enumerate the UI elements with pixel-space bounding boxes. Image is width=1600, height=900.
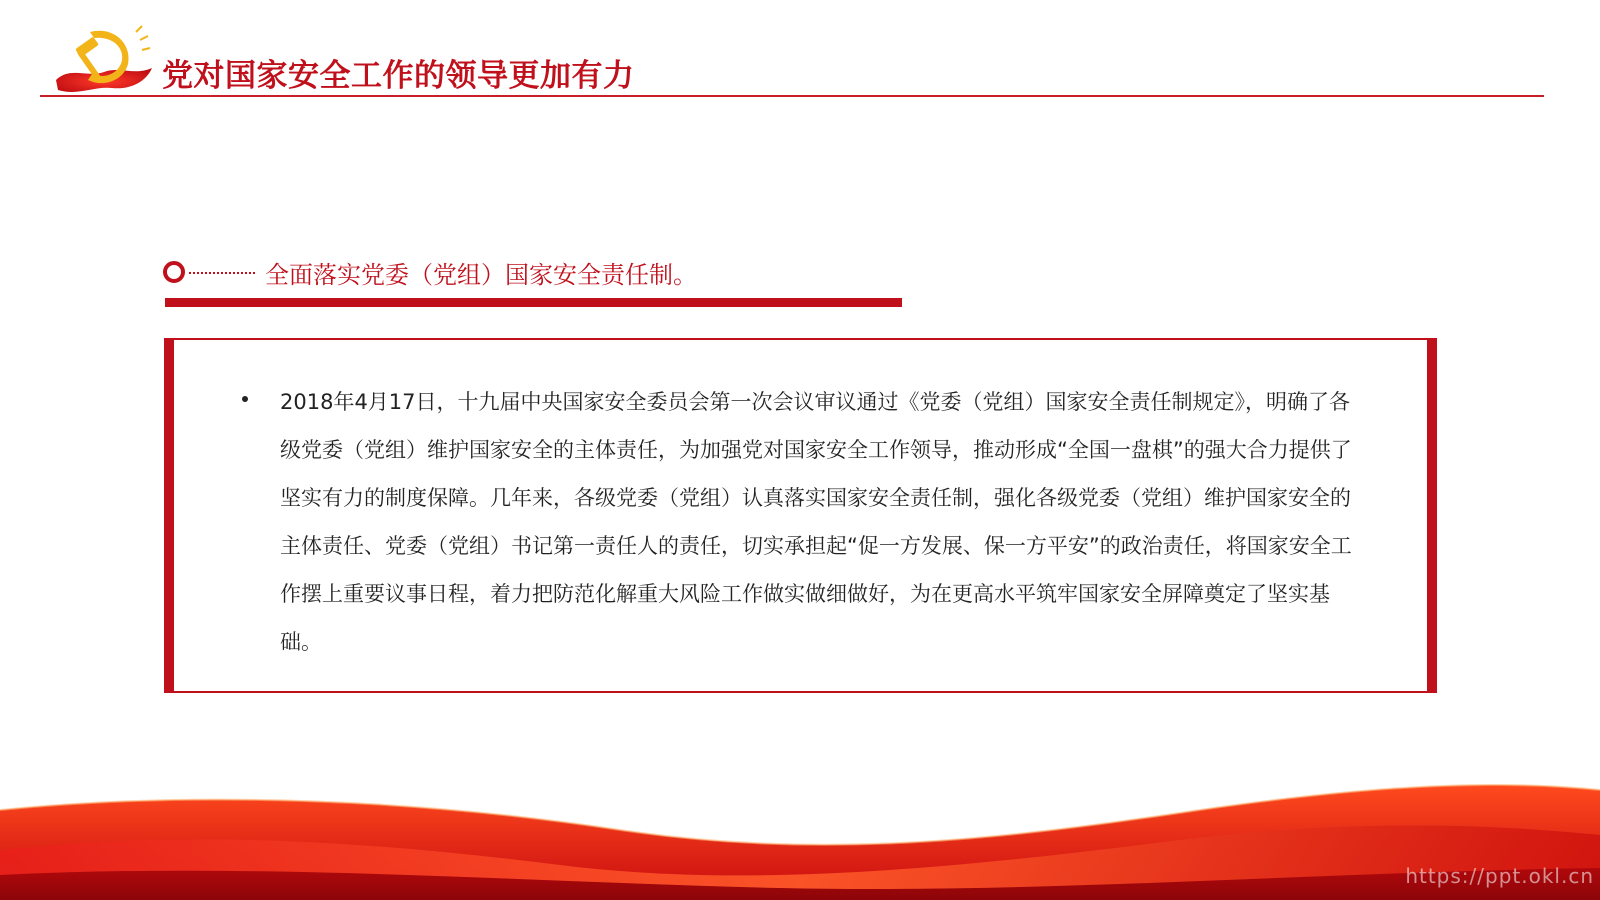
- section-underline-bar: [165, 298, 902, 307]
- party-emblem-icon: [52, 18, 156, 100]
- body-paragraph: 2018年4月17日，十九届中央国家安全委员会第一次会议审议通过《党委（党组）国家安全责任制规定》，明确了各级党委（党组）维护国家安全的主体责任，为加强党对国家安全工作领导，推动形成“全国一盘棋”的强大合力提供了坚实有力的制度保障。几年来，各级党委（党组）认真落实国家安全责任制，强化各级党委（党组）维护国家安全的主体责任、党委（党组）书记第一责任人的责任，切实承担起“促一方发展、保一方平安”的政治责任，将国家安全工作摆上重要议事日程，着力把防范化解重大风险工作做实做细做好，为在更高水平筑牢国家安全屏障奠定了坚实基础。: [280, 390, 1352, 654]
- ring-bullet-icon: [163, 261, 185, 283]
- content-box: [164, 338, 1437, 693]
- header-divider: [40, 95, 1544, 97]
- section-title: 全面落实党委（党组）国家安全责任制。: [265, 261, 697, 289]
- dotted-connector: [189, 272, 255, 274]
- page-title: 党对国家安全工作的领导更加有力: [162, 58, 635, 94]
- bullet-icon: [242, 396, 248, 402]
- watermark-text: https://ppt.okl.cn: [1405, 864, 1594, 888]
- red-wave-decoration: [0, 770, 1600, 900]
